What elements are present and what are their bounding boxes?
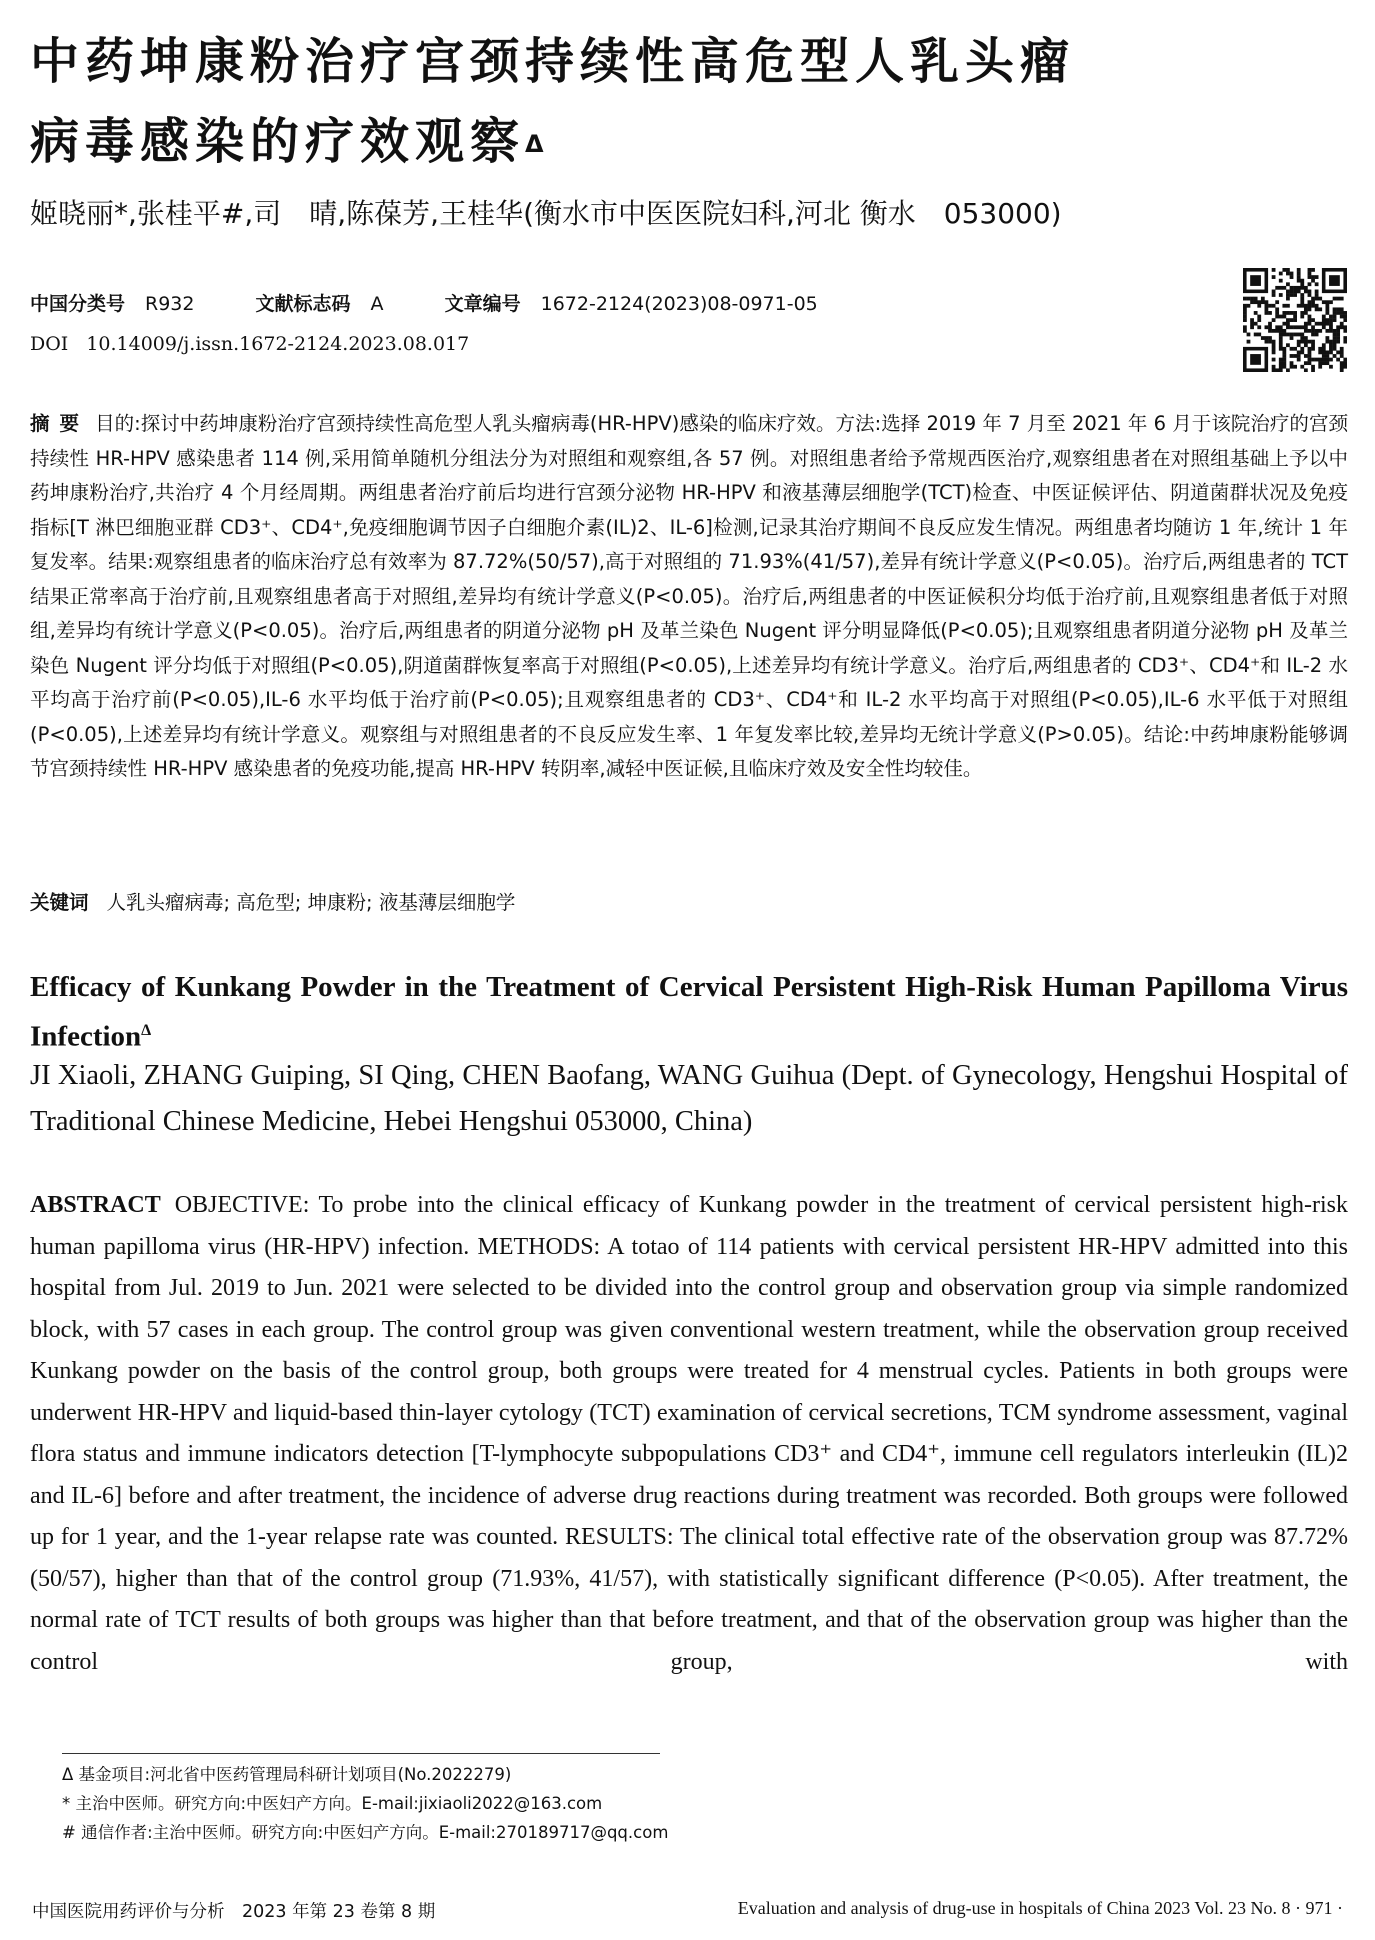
abstract-english [30, 1185, 1348, 1683]
abstract-english-text: OBJECTIVE: To probe into the clinical efficacy of Kunkang powder in the treatment of cervical persistent high-risk human papilloma virus (HR-HPV) infection. METHODS: A totao of 114 patients with cervical persistent HR-HPV admitted into this hospital from Jul. 2019 to Jun. 2021 were selected to be divided into the control group and observation group via simple randomized block, with 57 cases in each group. The control group was given conventional western treatment, while the observation group received Kunkang powder on the basis of the control group, both groups were treated for 4 menstrual cycles. Patients in both groups were underwent HR-HPV and liquid-based thin-layer cytology (TCT) examination of cervical secretions, TCM syndrome assessment, vaginal flora status and immune indicators detection [T-lymphocyte subpopulations CD3⁺ and CD4⁺, immune cell regulators interleukin (IL)2 and IL-6] before and after treatment, the incidence of adverse drug reactions during treatment was recorded. Both groups were followed up for 1 year, and the 1-year relapse rate was counted. RESULTS: The clinical total effective rate of the observation group was 87.72% (50/57), higher than that of the control group (71.93%, 41/57), with statistically significant difference (P<0.05). After treatment, the normal rate of TCT results of both groups was higher than that before treatment, and that of the observation group was higher than the control group, with [30, 1192, 1348, 1675]
doi-label: DOI [30, 333, 69, 355]
footnote-funding: Δ 基金项目:河北省中医药管理局科研计划项目(No.2022279) [62, 1765, 512, 1784]
title-chinese-line-2 [30, 102, 1350, 182]
doi-line [30, 332, 469, 356]
abstract-english-label: ABSTRACT [30, 1192, 161, 1218]
title-funding-mark: Δ [525, 130, 550, 158]
doc-code-pair [256, 292, 384, 316]
title-chinese [30, 22, 1350, 182]
title-english [30, 965, 1348, 1059]
doc-code-value: A [370, 293, 384, 315]
footnote-corresponding-author: # 通信作者:主治中医师。研究方向:中医妇产方向。E-mail:270189717@qq.com [62, 1823, 669, 1842]
article-no-value: 1672-2124(2023)08-0971-05 [540, 293, 818, 315]
abstract-chinese [30, 407, 1348, 787]
footer-journal-en: Evaluation and analysis of drug-use in hospitals of China 2023 Vol. 23 No. 8 · 971 · [737, 1898, 1343, 1918]
title-english-funding-mark: Δ [141, 1022, 152, 1039]
authors-chinese: 姬晓丽*,张桂平#,司 晴,陈葆芳,王桂华(衡水市中医医院妇科,河北 衡水 053000) [30, 197, 1062, 230]
abstract-chinese-text: 目的:探讨中药坤康粉治疗宫颈持续性高危型人乳头瘤病毒(HR-HPV)感染的临床疗效。方法:选择 2019 年 7 月至 2021 年 6 月于该院治疗的宫颈持续性 HR-HPV 感染患者 114 例,采用简单随机分组法分为对照组和观察组,各 57 例。对照组患者给予常规西医治疗,观察组患者在对照组基础上予以中药坤康粉治疗,共治疗 4 个月经周期。两组患者治疗前后均进行宫颈分泌物 HR-HPV 和液基薄层细胞学(TCT)检查、中医证候评估、阴道菌群状况及免疫指标[T 淋巴细胞亚群 CD3⁺、CD4⁺,免疫细胞调节因子白细胞介素(IL)2、IL-6]检测,记录其治疗期间不良反应发生情况。两组患者均随访 1 年,统计 1 年复发率。结果:观察组患者的临床治疗总有效率为 87.72%(50/57),高于对照组的 71.93%(41/57),差异有统计学意义(P<0.05)。治疗后,两组患者的 TCT 结果正常率高于治疗前,且观察组患者高于对照组,差异均有统计学意义(P<0.05)。治疗后,两组患者的中医证候积分均低于治疗前,且观察组患者低于对照组,差异均有统计学意义(P<0.05)。治疗后,两组患者的阴道分泌物 pH 及革兰染色 Nugent 评分明显降低(P<0.05);且观察组患者阴道分泌物 pH 及革兰染色 Nugent 评分均低于对照组(P<0.05),阴道菌群恢复率高于对照组(P<0.05),上述差异均有统计学意义。治疗后,两组患者的 CD3⁺、CD4⁺和 IL-2 水平均高于治疗前(P<0.05),IL-6 水平均低于治疗前(P<0.05);且观察组患者的 CD3⁺、CD4⁺和 IL-2 水平均高于对照组(P<0.05),IL-6 水平低于对照组(P<0.05),上述差异均有统计学意义。观察组与对照组患者的不良反应发生率、1 年复发率比较,差异均无统计学意义(P>0.05)。结论:中药坤康粉能够调节宫颈持续性 HR-HPV 感染患者的免疫功能,提高 HR-HPV 转阴率,减轻中医证候,且临床疗效及安全性均较佳。 [30, 412, 1348, 780]
article-no-label: 文章编号 [444, 293, 521, 315]
clc-label: 中国分类号 [30, 293, 126, 315]
abstract-chinese-label: 摘要 [30, 412, 90, 435]
doi-value: 10.14009/j.issn.1672-2124.2023.08.017 [86, 333, 470, 355]
keywords-chinese-text: 人乳头瘤病毒; 高危型; 坤康粉; 液基薄层细胞学 [106, 891, 516, 914]
clc-pair [30, 292, 194, 316]
keywords-chinese [30, 888, 1348, 918]
qr-code-graphic [1243, 268, 1347, 372]
footnotes [62, 1760, 1262, 1847]
footer-journal-cn: 中国医院用药评价与分析 2023 年第 23 卷第 8 期 [32, 1902, 436, 1922]
qr-code-icon[interactable] [1243, 268, 1347, 372]
title-english-text: Efficacy of Kunkang Powder in the Treatment of Cervical Persistent High-Risk Human Papilloma Virus Infection [30, 971, 1348, 1053]
footnote-divider [62, 1753, 660, 1754]
authors-english: JI Xiaoli, ZHANG Guiping, SI Qing, CHEN Baofang, WANG Guihua (Dept. of Gynecology, Hengshui Hospital of Traditional Chinese Medicine, Hebei Hengshui 053000, China) [30, 1060, 1348, 1137]
article-meta-line [30, 292, 873, 316]
doc-code-label: 文献标志码 [255, 293, 351, 315]
footnote-first-author: * 主治中医师。研究方向:中医妇产方向。E-mail:jixiaoli2022@163.com [62, 1794, 603, 1813]
article-no-pair [445, 292, 818, 316]
clc-value: R932 [145, 293, 195, 315]
title-chinese-line-2-text: 病毒感染的疗效观察 [30, 113, 526, 170]
keywords-chinese-label: 关键词 [30, 891, 89, 914]
title-chinese-line-1: 中药坤康粉治疗宫颈持续性高危型人乳头瘤 [30, 33, 1076, 90]
